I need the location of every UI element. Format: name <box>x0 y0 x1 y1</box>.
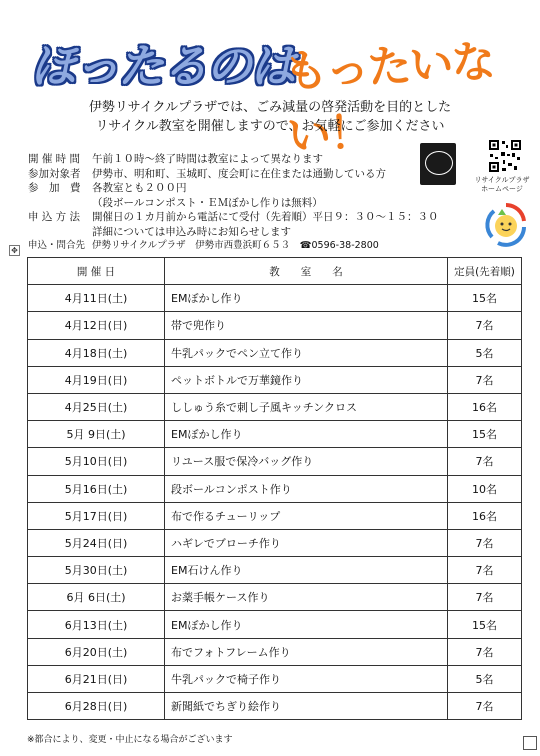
class-cell: EMぼかし作り <box>165 611 448 638</box>
class-cell: ペットボトルで万華鏡作り <box>165 366 448 393</box>
info-apply-note-row <box>28 225 478 240</box>
qr-label-line1: リサイクルプラザ <box>474 176 530 184</box>
class-cell: EMぼかし作り <box>165 285 448 312</box>
date-cell: 5月17日(日) <box>28 502 165 529</box>
schedule-label: 開 催 時 間 <box>28 153 81 165</box>
table-header-row <box>28 258 522 285</box>
info-contact <box>28 239 478 254</box>
target-value: 伊勢市、明和町、玉城町、度会町に在住または通勤している方 <box>92 167 386 180</box>
apply-value: 開催日の１カ月前から電話にて受付（先着順）平日９：３０～１５：３０ <box>92 211 439 223</box>
date-cell: 4月18日(土) <box>28 339 165 366</box>
qr-label <box>466 176 538 194</box>
date-cell: 6月20日(土) <box>28 638 165 665</box>
capacity-cell: 5名 <box>448 339 522 366</box>
capacity-cell: 7名 <box>448 638 522 665</box>
target-label: 参加対象者 <box>28 167 81 180</box>
date-cell: 4月12日(日) <box>28 312 165 339</box>
resize-handle[interactable] <box>523 736 537 750</box>
banner-part1: ほったるのは <box>30 39 294 93</box>
apply-note: 詳細については申込み時にお知らせします <box>92 225 291 238</box>
date-cell: 6月21日(日) <box>28 665 165 692</box>
table-row <box>28 557 522 584</box>
schedule-value: 午前１０時～終了時間は教室によって異なります <box>92 153 323 165</box>
class-cell: 帯で兜作り <box>165 312 448 339</box>
date-cell: 5月24日(日) <box>28 529 165 556</box>
date-cell: 5月 9日(土) <box>28 421 165 448</box>
table-row <box>28 529 522 556</box>
class-cell: 新聞紙でちぎり絵作り <box>165 693 448 720</box>
capacity-cell: 7名 <box>448 584 522 611</box>
class-cell: 牛乳パックで椅子作り <box>165 665 448 692</box>
class-cell: ハギレでブローチ作り <box>165 529 448 556</box>
date-cell: 4月25日(土) <box>28 393 165 420</box>
table-row <box>28 584 522 611</box>
recycle-mascot-icon <box>484 201 528 247</box>
table-row <box>28 285 522 312</box>
info-block <box>28 152 478 254</box>
table-row <box>28 475 522 502</box>
date-cell: 5月10日(日) <box>28 448 165 475</box>
class-cell: 布でフォトフレーム作り <box>165 638 448 665</box>
info-schedule <box>28 152 478 167</box>
table-row <box>28 502 522 529</box>
class-cell: EM石けん作り <box>165 557 448 584</box>
table-row <box>28 366 522 393</box>
class-cell: リユース服で保冷バッグ作り <box>165 448 448 475</box>
class-cell: ししゅう糸で刺し子風キッチンクロス <box>165 393 448 420</box>
header-date: 開 催 日 <box>28 258 165 285</box>
info-fee-note-row <box>28 196 478 211</box>
intro-line1: 伊勢リサイクルプラザでは、ごみ減量の啓発活動を目的とした <box>88 100 452 115</box>
capacity-cell: 15名 <box>448 421 522 448</box>
fee-note: （段ボールコンポスト・ＥＭぼかし作りは無料） <box>92 196 323 209</box>
intro-text <box>0 98 540 136</box>
table-row <box>28 638 522 665</box>
capacity-cell: 15名 <box>448 611 522 638</box>
date-cell: 4月11日(土) <box>28 285 165 312</box>
class-cell: 布で作るチューリップ <box>165 502 448 529</box>
capacity-cell: 16名 <box>448 502 522 529</box>
table-row <box>28 665 522 692</box>
qr-code-icon <box>488 139 522 173</box>
capacity-cell: 15名 <box>448 285 522 312</box>
date-cell: 6月13日(土) <box>28 611 165 638</box>
table-row <box>28 339 522 366</box>
fee-label: 参 加 費 <box>28 182 81 194</box>
header-capacity: 定員(先着順) <box>448 258 522 285</box>
header-class: 教 室 名 <box>165 258 448 285</box>
table-row <box>28 693 522 720</box>
contact-label: 申込・問合先 <box>28 240 86 251</box>
capacity-cell: 7名 <box>448 448 522 475</box>
capacity-cell: 5名 <box>448 665 522 692</box>
footer-note: ※都合により、変更・中止になる場合がございます <box>27 735 233 745</box>
capacity-cell: 16名 <box>448 393 522 420</box>
date-cell: 4月19日(日) <box>28 366 165 393</box>
book-cover-icon <box>420 143 456 185</box>
info-fee <box>28 181 478 196</box>
class-cell: 段ボールコンポスト作り <box>165 475 448 502</box>
class-cell: お薬手帳ケース作り <box>165 584 448 611</box>
capacity-cell: 10名 <box>448 475 522 502</box>
class-cell: EMぼかし作り <box>165 421 448 448</box>
move-handle-icon[interactable]: ✥ <box>9 245 20 256</box>
fee-value: 各教室とも２００円 <box>92 182 187 194</box>
intro-line2: リサイクル教室を開催しますので、お気軽にご参加ください <box>95 119 445 134</box>
capacity-cell: 7名 <box>448 366 522 393</box>
date-cell: 6月28日(日) <box>28 693 165 720</box>
date-cell: 5月16日(土) <box>28 475 165 502</box>
table-row <box>28 611 522 638</box>
date-cell: 6月 6日(土) <box>28 584 165 611</box>
capacity-cell: 7名 <box>448 529 522 556</box>
capacity-cell: 7名 <box>448 693 522 720</box>
class-schedule-table <box>27 257 522 720</box>
info-apply <box>28 210 478 225</box>
table-row <box>28 312 522 339</box>
contact-value: 伊勢リサイクルプラザ 伊勢市西豊浜町６５３ ☎0596-38-2800 <box>92 240 379 251</box>
qr-label-line2: ホームページ <box>481 185 523 193</box>
date-cell: 5月30日(土) <box>28 557 165 584</box>
capacity-cell: 7名 <box>448 557 522 584</box>
class-cell: 牛乳パックでペン立て作り <box>165 339 448 366</box>
table-row <box>28 448 522 475</box>
capacity-cell: 7名 <box>448 312 522 339</box>
table-row <box>28 393 522 420</box>
table-row <box>28 421 522 448</box>
info-target <box>28 167 478 182</box>
apply-label: 申 込 方 法 <box>28 211 81 223</box>
banner-part2: もったいない！ <box>282 36 495 163</box>
